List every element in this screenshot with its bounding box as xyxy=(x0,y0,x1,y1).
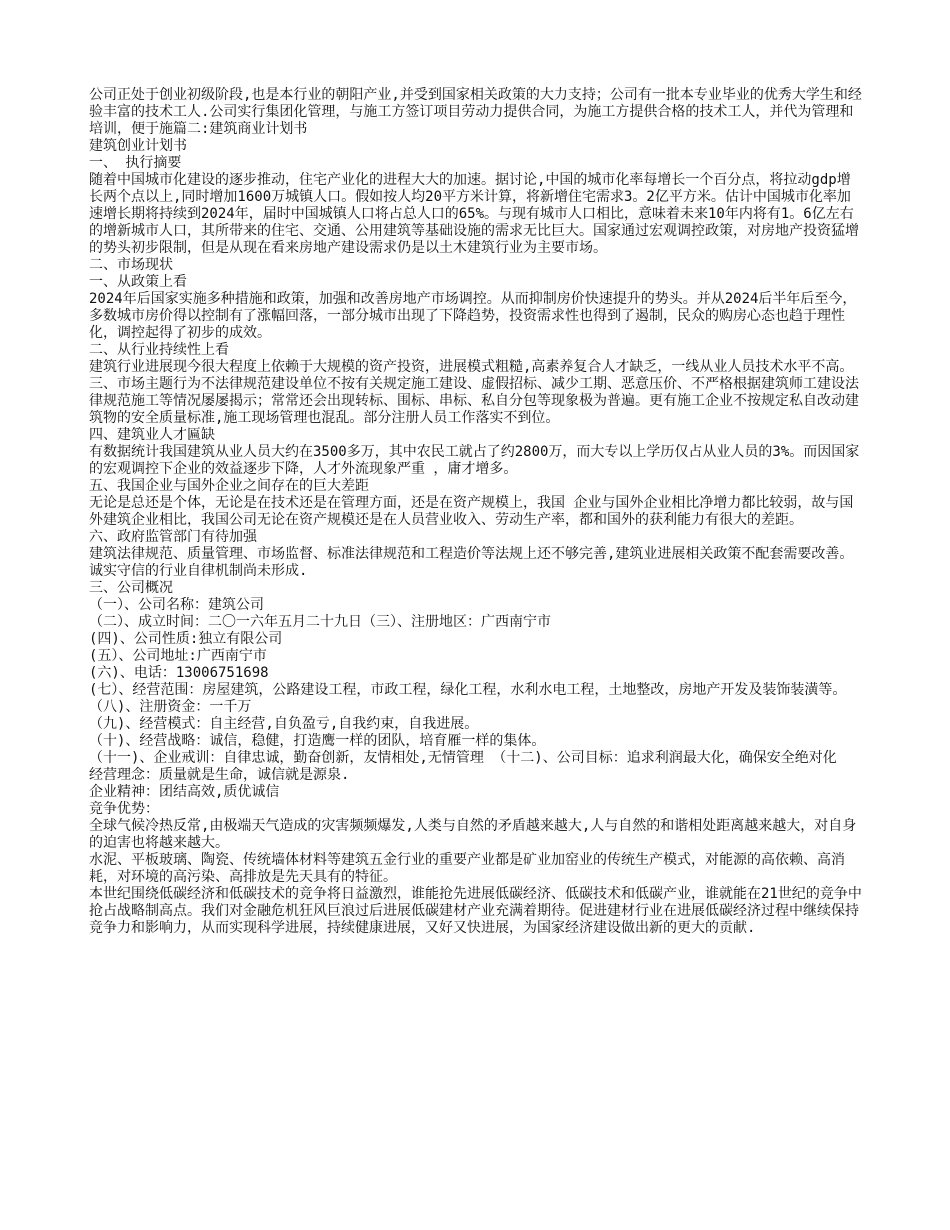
section-heading-company: 三、公司概况 xyxy=(89,580,173,596)
competitive-advantage-heading: 竞争优势： xyxy=(89,801,159,817)
paragraph-summary: 随着中国城市化建设的逐步推动，住宅产业化的进程大大的加速。据讨论,中国的城市化率每增长一个百分点，将拉动gdp增长两个点以上,同时增加1600万城镇人口。假如按人均20平方米计算，将新增住宅需求3。2亿平方米。估计中国城市化率加速增长期将持续到2024年，届时中国城镇人口将占总人口的65%。与现有城市人口相比，意味着未来10年内将有1。6亿左右的增新城市人口，其所带来的住宅、交通、公用建筑等基础设施的需求无比巨大。国家通过宏观调控政策，对房地产投资猛增的势头初步限制，但是从现在看来房地产建设需求仍是以土木建筑行业为主要市场。 xyxy=(89,172,859,256)
company-type-line: (四)、公司性质:独立有限公司 xyxy=(89,631,283,647)
paragraph-materials: 水泥、平板玻璃、陶瓷、传统墙体材料等建筑五金行业的重要产业都是矿业加窑业的传统生产模式，对能源的高依赖、高消耗，对环境的高污染、高排放是先天具有的特征。 xyxy=(89,852,845,885)
business-philosophy-line: 经营理念：质量就是生命，诚信就是源泉. xyxy=(89,767,350,783)
paragraph-gap: 无论是总还是个体，无论是在技术还是在管理方面，还是在资产规模上，我国 企业与国外企业相比净增力都比较弱，故与国外建筑企业相比，我国公司无论在资产规模还是在人员营业收入、劳动生产率，都和国外的获利能力有很大的差距。 xyxy=(89,495,854,528)
section-heading-summary: 一、 执行摘要 xyxy=(89,155,182,171)
paragraph-talent: 有数据统计我国建筑从业人员大约在3500多万，其中农民工就占了约2800万，而大专以上学历仅占从业人员的3%。而因国家的宏观调控下企业的效益逐步下降，人才外流现象严重 ，庸才增多。 xyxy=(89,444,860,477)
paragraph-policy: 2024年后国家实施多种措施和政策，加强和改善房地产市场调控。从而抑制房价快速提升的势头。并从2024后半年后至今，多数城市房价得以控制有了涨幅回落，一部分城市出现了下降趋势，投资需求性也得到了遏制，民众的购房心态也趋于理性化，调控起得了初步的成效。 xyxy=(89,291,857,341)
company-scope-line: (七）、经营范围：房屋建筑，公路建设工程，市政工程，绿化工程，水利水电工程，土地整改，房地产开发及装饰装潢等。 xyxy=(89,682,847,698)
paragraph-sustainability: 建筑行业进展现今很大程度上依赖于大规模的资产投资，进展模式粗糙,高素养复合人才缺乏，一线从业人员技术水平不高。 xyxy=(89,359,854,375)
paragraph-regulation: 建筑法律规范、质量管理、市场监督、标准法律规范和工程造价等法规上还不够完善,建筑业进展相关政策不配套需要改善。诚实守信的行业自律机制尚未形成. xyxy=(89,546,854,579)
company-strategy-line: （十)、经营战略：诚信，稳健，打造鹰一样的团队，培育雁一样的集体。 xyxy=(89,733,546,749)
subheading-gap: 五、我国企业与国外企业之间存在的巨大差距 xyxy=(89,478,369,494)
paragraph-intro: 公司正处于创业初级阶段,也是本行业的朝阳产业,并受到国家相关政策的大力支持；公司有一批本专业毕业的优秀大学生和经验丰富的技术工人.公司实行集团化管理，与施工方签订项目劳动力提供合同，为施工方提供合格的技术工人，并代为管理和培训，便于施篇二:建筑商业计划书 xyxy=(89,87,862,137)
company-phone-line: (六)、电话：13006751698 xyxy=(89,665,269,681)
section-heading-market: 二、市场现状 xyxy=(89,257,173,273)
subheading-sustainability: 二、从行业持续性上看 xyxy=(89,342,229,358)
paragraph-low-carbon: 本世纪围绕低碳经济和低碳技术的竞争将日益激烈，谁能抢先进展低碳经济、低碳技术和低碳产业，谁就能在21世纪的竞争中抢占战略制高点。我们对金融危机狂风巨浪过后进展低碳建材产业充满着期待。促进建材行业在进展低碳经济过程中继续保持竞争力和影响力，从而实现科学进展，持续健康进展，又好又快进展，为国家经济建设做出新的更大的贡献. xyxy=(89,886,862,936)
doc-title: 建筑创业计划书 xyxy=(89,138,187,154)
company-address-line: (五）、公司地址:广西南宁市 xyxy=(89,648,267,664)
enterprise-spirit-line: 企业精神：团结高效,质优诚信 xyxy=(89,784,280,800)
company-name-line: （一）、公司名称：建筑公司 xyxy=(89,597,264,613)
document-body xyxy=(89,87,864,937)
subheading-policy: 一、从政策上看 xyxy=(89,274,187,290)
subheading-talent: 四、建筑业人才匾缺 xyxy=(89,427,215,443)
company-founded-line: （二）、成立时间：二〇一六年五月二十九日（三）、注册地区：广西南宁市 xyxy=(89,614,551,630)
paragraph-market-behavior: 三、市场主题行为不法律规范建设单位不按有关规定施工建设、虚假招标、减少工期、恶意压价、不严格根据建筑师工建设法律规范施工等情况屡屡揭示；常常还会出现转标、围标、串标、私自分包等现象极为普遍。更有施工企业不按规定私自改动建筑物的安全质量标准,施工现场管理也混乱。部分注册人员工作落实不到位。 xyxy=(89,376,859,426)
company-capital-line: （八)、注册资金：一千万 xyxy=(89,699,252,715)
paragraph-climate: 全球气候冷热反常,由极端天气造成的灾害频频爆发,人类与自然的矛盾越来越大,人与自然的和谐相处距离越来越大，对自身的迫害也将越来越大。 xyxy=(89,818,857,851)
company-motto-line: （十一)、企业戒训：自律忠诚，勤奋创新，友情相处,无情管理 （十二)、公司目标：追求利润最大化，确保安全绝对化 xyxy=(89,750,837,766)
company-mode-line: （九)、经营模式：自主经营,自负盈亏,自我约束，自我进展。 xyxy=(89,716,479,732)
subheading-regulation: 六、政府监管部门有待加强 xyxy=(89,529,257,545)
